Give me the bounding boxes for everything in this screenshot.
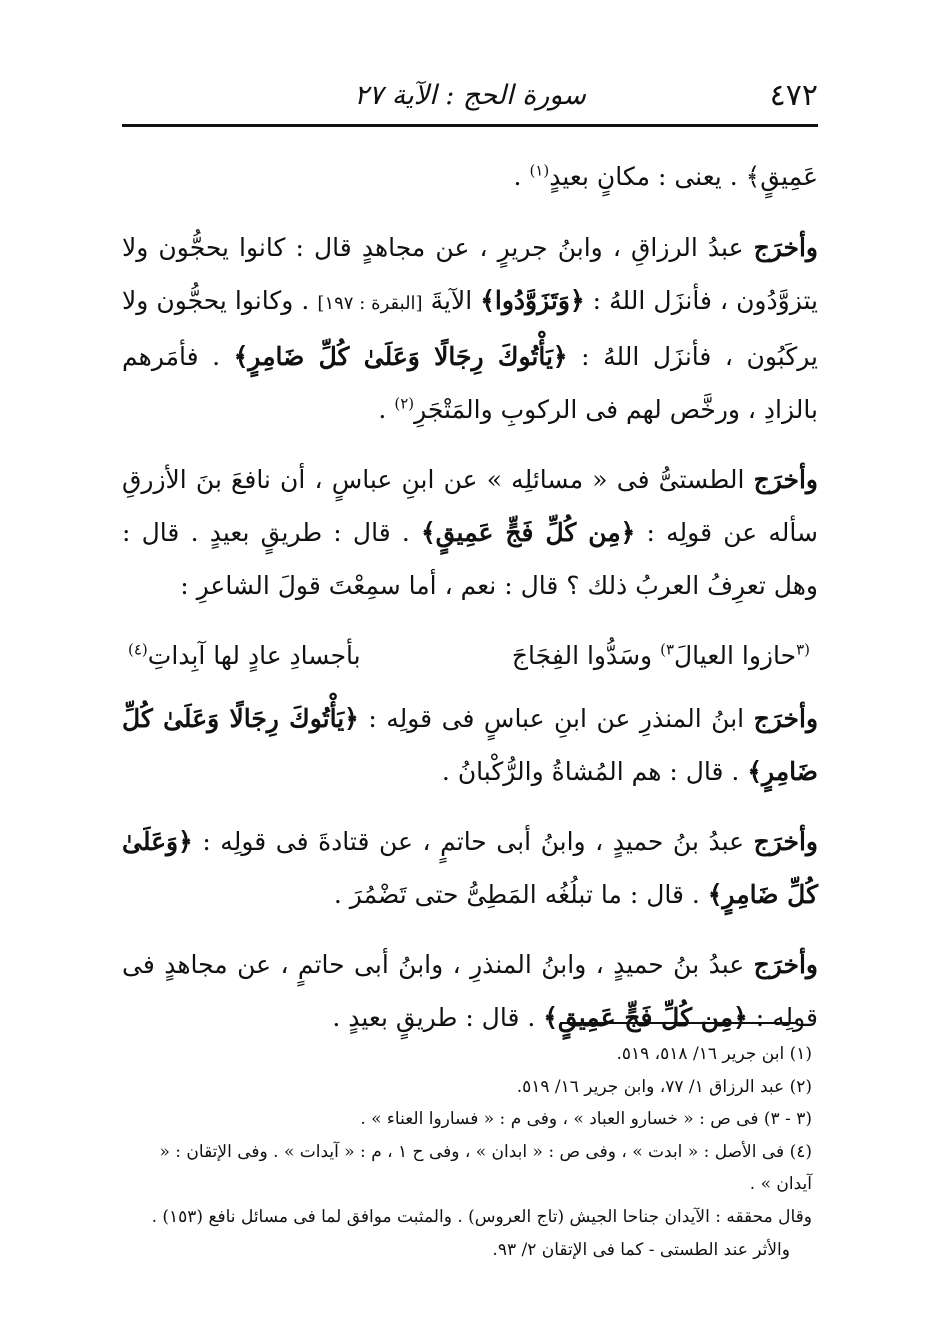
paragraph-text: . قال : هم المُشاةُ والرُّكْبانُ .	[441, 757, 748, 786]
header-rule	[122, 124, 818, 127]
quran-quote: ﴿يَأْتُوكَ رِجَالًا وَعَلَىٰ كُلِّ ضَامِرٍ﴾	[233, 342, 568, 371]
footnotes	[122, 1038, 812, 1266]
paragraph-text: عبدُ بنُ حميدٍ ، وابنُ أبى حاتمٍ ، عن قتادةَ فى قولِه :	[192, 827, 754, 856]
paragraph-text: الطستىُّ فى « مسائلِه » عن ابنِ عباسٍ ، أن نافعَ بنَ الأزرقِ سأله عن قولِه :	[122, 465, 818, 547]
verse-text: حازوا العيالَ	[674, 641, 797, 670]
quran-quote: ﴿مِن كُلِّ فَجٍّ عَمِيقٍ﴾	[543, 1003, 748, 1032]
verse-second-hemistich	[128, 629, 361, 682]
quran-quote: ﴿يَأْتُوكَ رِجَالًا وَعَلَىٰ كُلِّ ضَامِرٍ﴾	[122, 704, 818, 786]
surah-reference: [البقرة : ١٩٧]	[317, 293, 423, 314]
paragraph-text: الآيةَ	[422, 286, 481, 315]
verse-text: وسَدُّوا الفِجَاجَ	[511, 641, 661, 670]
paragraph-text: عَمِيقٍ﴾ . يعنى : مكانٍ بعيدٍ	[549, 162, 818, 191]
footnote-ref-2: (٢)	[394, 394, 415, 413]
footnote-4: (٤) فى الأصل : « ابدت » ، وفى ص : « ابدان » ، وفى ح ١ ، م : « آيدات » . وفى الإتقان : « آيدان » .	[159, 1141, 812, 1195]
footnote-ref-4: (٤)	[128, 640, 148, 659]
footnote-ref-1: (١)	[529, 161, 550, 180]
paragraph-3	[122, 453, 818, 612]
paragraph-text: عبدُ بنُ حميدٍ ، وابنُ المنذرِ ، وابنُ أبى حاتمٍ ، عن مجاهدٍ فى قولِه :	[122, 950, 818, 1032]
paragraph-text: ابنُ المنذرِ عن ابنِ عباسٍ فى قولِه :	[358, 704, 754, 733]
paragraph-end: .	[513, 162, 530, 191]
paragraph-lead: وأخرَج	[753, 950, 818, 979]
footnote-4-continued: وقال محققه : الآيدان جناحا الجيش (تاج العروس) . والمثبت موافق لما فى مسائل نافع (١٥٣) .	[151, 1206, 812, 1227]
poetry-verse	[122, 629, 818, 682]
footnote-4-continued-2: والأثر عند الطستى - كما فى الإتقان ٢/ ٩٣.	[492, 1239, 790, 1260]
paragraph-6	[122, 938, 818, 1044]
footnote-1: (١) ابن جرير ١٦/ ٥١٨، ٥١٩.	[616, 1044, 812, 1064]
paragraph-text: عبدُ الرزاقِ ، وابنُ جريرٍ ، عن مجاهدٍ قال : كانوا يحجُّون ولا يتزوَّدُون ، فأنزَل اللهُ :	[122, 233, 819, 315]
paragraph-text: . فأمَرهم بالزادِ ، ورخَّص لهم فى الركوبِ والمَتْجَرِ	[122, 342, 818, 424]
footnote-separator	[560, 1022, 798, 1024]
quran-quote: ﴿وَعَلَىٰ كُلِّ ضَامِرٍ﴾	[122, 827, 818, 909]
running-title: سورة الحج : الآية ٢٧	[354, 80, 586, 111]
footnote-ref-3-open: (٣	[796, 640, 810, 659]
paragraph-2	[122, 221, 818, 436]
footnote-2: (٢) عبد الرزاق ١/ ٧٧، وابن جرير ١٦/ ٥١٩.	[516, 1076, 812, 1097]
verse-text: بأجسادِ عادٍ لها آبِداتِ	[147, 641, 361, 670]
paragraph-end: .	[378, 395, 395, 424]
paragraph-text: . وكانوا يحجُّون ولا يركَبُون ، فأنزَل اللهُ :	[122, 286, 818, 371]
paragraph-text: . قال : طريقٍ بعيدٍ . قال : وهل تعرِفُ العربُ ذلك ؟ قال : نعم ، أما سمِعْتَ قولَ الشاعرِ :	[122, 518, 818, 600]
paragraph-4	[122, 692, 818, 798]
paragraph-lead: وأخرَج	[753, 704, 819, 733]
quran-quote: ﴿وَتَزَوَّدُوا﴾	[480, 286, 585, 315]
paragraph-lead: وأخرَج	[753, 827, 818, 856]
paragraph-text: . قال : ما تبلُغُه المَطِىُّ حتى تَضْمُرَ .	[333, 880, 708, 909]
paragraph-text: . قال : طريقٍ بعيدٍ .	[332, 1003, 544, 1032]
page-number: ٤٧٢	[769, 78, 818, 113]
paragraph-1	[122, 150, 818, 203]
page-header	[122, 72, 818, 116]
footnote-ref-3-close: ٣)	[660, 640, 675, 659]
paragraph-5	[122, 815, 818, 921]
quran-quote: ﴿مِن كُلِّ فَجٍّ عَمِيقٍ﴾	[421, 518, 636, 547]
paragraph-lead: وأخرَج	[753, 465, 818, 494]
footnote-3: (٣ - ٣) فى ص : « خسارو العباد » ، وفى م : « فساروا العناء » .	[360, 1109, 812, 1130]
verse-first-hemistich	[512, 629, 810, 682]
main-text	[122, 150, 818, 1061]
paragraph-lead: وأخرَج	[753, 233, 818, 262]
